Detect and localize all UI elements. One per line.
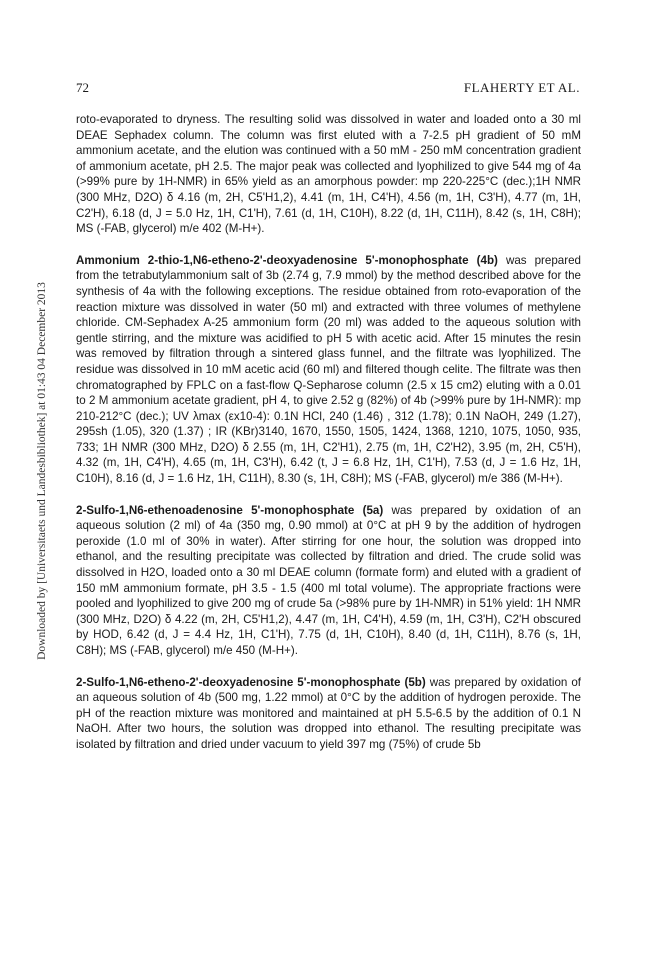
compound-heading: Ammonium 2-thio-1,N6-etheno-2'-deoxyadenosine 5'-monophosphate (4b): [76, 253, 498, 267]
paragraph-text: roto-evaporated to dryness. The resulting solid was dissolved in water and loaded onto a 30 ml DEAE Sephadex column. The column was first eluted with a 7-2.5 pH gradient of 50 mM ammonium acetate, and the elution was continued with a 50 mM - 250 mM concentration gradient of ammonium acetate, pH 2.5. The major peak was collected and lyophilized to give 544 mg of 4a (>99% pure by 1H-NMR) in 65% yield as an amorphous powder: mp 220-225°C (dec.);1H NMR (300 MHz, D2O) δ 4.16 (m, 2H, C5'H1,2), 4.41 (m, 1H, C4'H), 4.56 (m, 1H, C3'H), 4.77 (m, 1H, C2'H), 6.18 (d, J = 5.0 Hz, 1H, C1'H), 7.61 (d, 1H, C10H), 8.22 (d, 1H, C11H), 8.42 (s, 1H, C8H); MS (-FAB, glycerol) m/e 402 (M-H+).: [76, 113, 581, 236]
paragraph-5b: [76, 675, 581, 753]
compound-heading: 2-Sulfo-1,N6-etheno-2'-deoxyadenosine 5'-monophosphate (5b): [76, 675, 426, 689]
paragraph-text: was prepared from the tetrabutylammonium salt of 3b (2.74 g, 7.9 mmol) by the method described above for the synthesis of 4a with the following exceptions. The residue obtained from roto-evaporation of the reaction mixture was dissolved in water (50 ml) and extracted with three volumes of methylene chloride. CM-Sephadex A-25 ammonium form (20 ml) was added to the aqueous solution with gentle stirring, and the mixture was acidified to pH 5 with acetic acid. After 15 minutes the resin was removed by filtration through a sintered glass funnel, and the filtrate was lyophilized. The residue was dissolved in 10 mM acetic acid (60 ml) and filtered though celite. The filtrate was then chromatographed by FPLC on a fast-flow Q-Sepharose column (2.5 x 15 cm2) eluting with a 0.01 to 2 M ammonium acetate gradient, pH 4, to give 2.52 g (82%) of 4b (>99% pure by 1H-NMR): mp 210-212°C (dec.); UV λmax (εx10-4): 0.1N HCl, 240 (1.46) , 312 (1.78); 0.1N NaOH, 249 (1.27), 295sh (1.05), 320 (1.37) ; IR (KBr)3140, 1670, 1550, 1505, 1424, 1368, 1210, 1075, 1050, 935, 733; 1H NMR (300 MHz, D2O) δ 2.55 (m, 1H, C2'H1), 2.75 (m, 1H, C2'H2), 3.95 (m, 2H, C5'H), 4.32 (m, 1H, C4'H), 4.65 (m, 1H, C3'H), 6.42 (t, J = 6.8 Hz, 1H, C1'H), 7.53 (d, J = 1.6 Hz, 1H, C10H), 8.16 (d, J = 1.6 Hz, 1H, C11H), 8.30 (s, 1H, C8H); MS (-FAB, glycerol) m/e 386 (M-H+).: [76, 253, 581, 486]
paragraph-text: was prepared by oxidation of an aqueous solution (2 ml) of 4a (350 mg, 0.90 mmol) at 0°C at pH 9 by the addition of hydrogen peroxide (1.0 ml of 30% in water). After stirring for one hour, the solution was dropped into ethanol, and the resulting precipitate was collected by filtration and dried. The crude solid was dissolved in H2O, loaded onto a 30 ml DEAE column (formate form) and eluted with a gradient of 150 mM ammonium formate, pH 3.5 - 1.5 (400 ml total volume). The appropriate fractions were pooled and lyophilized to give 200 mg of crude 5a (>98% pure by 1H-NMR) in 51% yield: 1H NMR (300 MHz, D2O) δ 4.22 (m, 2H, C5'H1,2), 4.47 (m, 1H, C4'H), 4.59 (m, 1H, C3'H), C2'H obscured by HOD, 6.42 (d, J = 4.4 Hz, 1H, C1'H), 7.75 (d, 1H, C10H), 8.40 (d, 1H, C11H), 8.76 (s, 1H, C8H); MS (-FAB, glycerol) m/e 450 (M-H+).: [76, 503, 582, 657]
compound-heading: 2-Sulfo-1,N6-ethenoadenosine 5'-monophosphate (5a): [76, 503, 384, 517]
running-head: FLAHERTY ET AL.: [463, 80, 580, 95]
paragraph-5a: [76, 503, 581, 659]
paragraph-text: was prepared by oxidation of an aqueous solution of 4b (500 mg, 1.22 mmol) at 0°C by the addition of hydrogen peroxide. The pH of the reaction mixture was monitored and maintained at pH 5.5-6.5 by the addition of 0.1 N NaOH. After two hours, the solution was dropped into ethanol. The resulting precipitate was isolated by filtration and dried under vacuum to yield 397 mg (75%) of crude 5b: [76, 675, 581, 751]
paragraph-4a-continuation: [76, 112, 581, 237]
download-side-note: Downloaded by [Universitaets und Landesbibliothek] at 01:43 04 December 2013: [36, 282, 48, 660]
page-number: 72: [76, 80, 89, 95]
body-text: [76, 112, 581, 769]
paragraph-4b: [76, 253, 581, 487]
